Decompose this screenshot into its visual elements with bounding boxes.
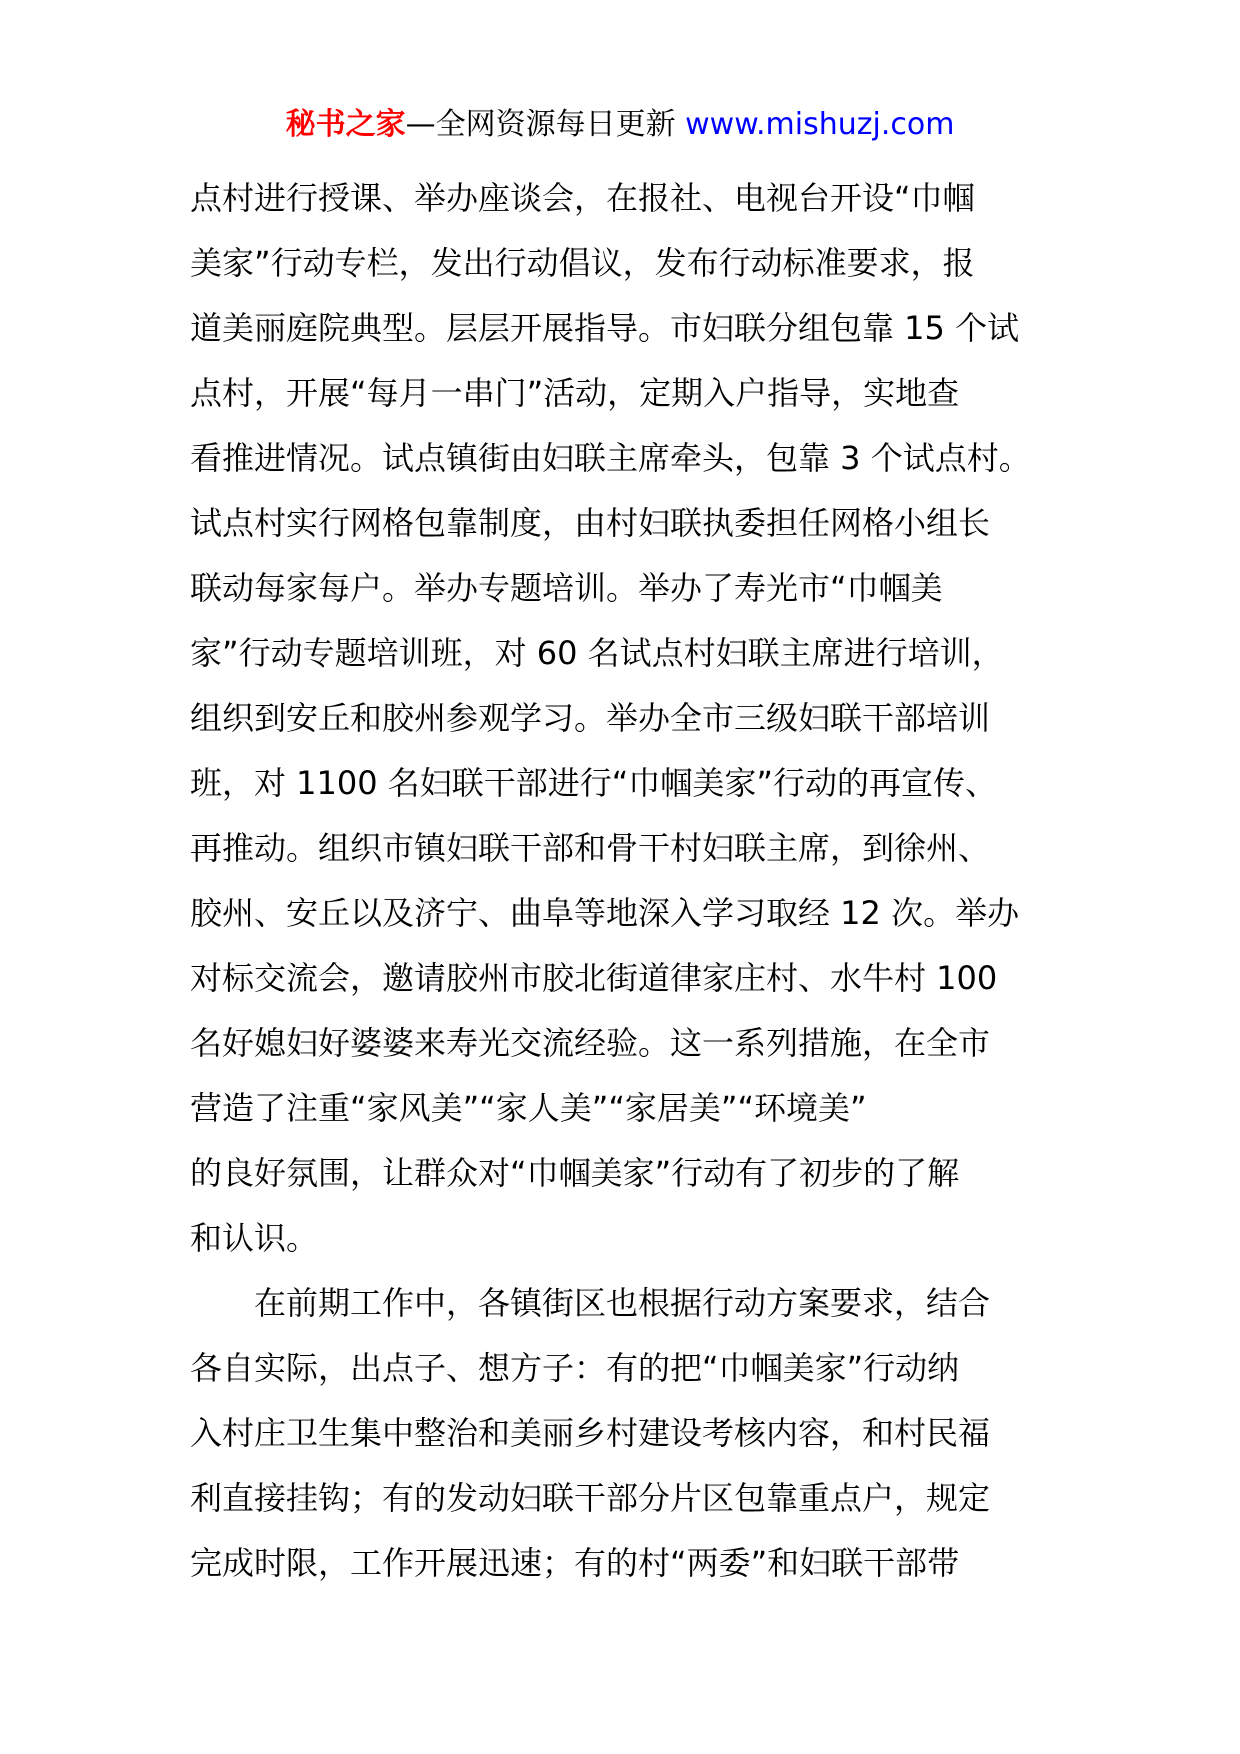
brand-name: 秘书之家 [285,107,406,142]
text-line: 胶州、安丘以及济宁、曲阜等地深入学习取经 12 次。举办 [190,894,1020,932]
text-line: 完成时限，工作开展迅速；有的村“两委”和妇联干部带 [190,1544,960,1582]
text-line: 点村进行授课、举办座谈会，在报社、电视台开设“巾帼 [190,179,975,217]
text-line: 组织到安丘和胶州参观学习。举办全市三级妇联干部培训 [190,699,991,737]
text-line: 和认识。 [190,1219,319,1257]
text-line: 家”行动专题培训班，对 60 名试点村妇联主席进行培训， [190,634,1004,672]
text-line: 对标交流会，邀请胶州市胶北街道律家庄村、水牛村 100 [190,959,998,997]
text-line: 看推进情况。试点镇街由妇联主席牵头，包靠 3 个试点村。 [190,439,1031,477]
text-line: 道美丽庭院典型。层层开展指导。市妇联分组包靠 15 个试 [190,309,1020,347]
text-line: 的良好氛围，让群众对“巾帼美家”行动有了初步的了解 [190,1154,960,1192]
text-line: 入村庄卫生集中整治和美丽乡村建设考核内容，和村民福 [190,1414,991,1452]
text-line: 再推动。组织市镇妇联干部和骨干村妇联主席，到徐州、 [190,829,991,867]
text-line: 班，对 1100 名妇联干部进行“巾帼美家”行动的再宣传、 [190,764,997,802]
text-line: 名好媳妇好婆婆来寿光交流经验。这一系列措施，在全市 [190,1024,991,1062]
header-tagline: —全网资源每日更新 [405,107,686,142]
document-body [190,166,1070,1596]
site-url[interactable]: www.mishuzj.com [685,107,955,142]
paragraph-start-line: 在前期工作中，各镇街区也根据行动方案要求，结合 [190,1284,991,1322]
text-line: 利直接挂钩；有的发动妇联干部分片区包靠重点户，规定 [190,1479,991,1517]
text-line: 美家”行动专栏，发出行动倡议，发布行动标准要求，报 [190,244,975,282]
text-line: 点村，开展“每月一串门”活动，定期入户指导，实地查 [190,374,960,412]
page-header [0,100,1240,150]
text-line: 试点村实行网格包靠制度，由村妇联执委担任网格小组长 [190,504,991,542]
text-line: 联动每家每户。举办专题培训。举办了寿光市“巾帼美 [190,569,943,607]
text-line: 营造了注重“家风美”“家人美”“家居美”“环境美” [190,1089,867,1127]
text-line: 各自实际，出点子、想方子：有的把“巾帼美家”行动纳 [190,1349,960,1387]
